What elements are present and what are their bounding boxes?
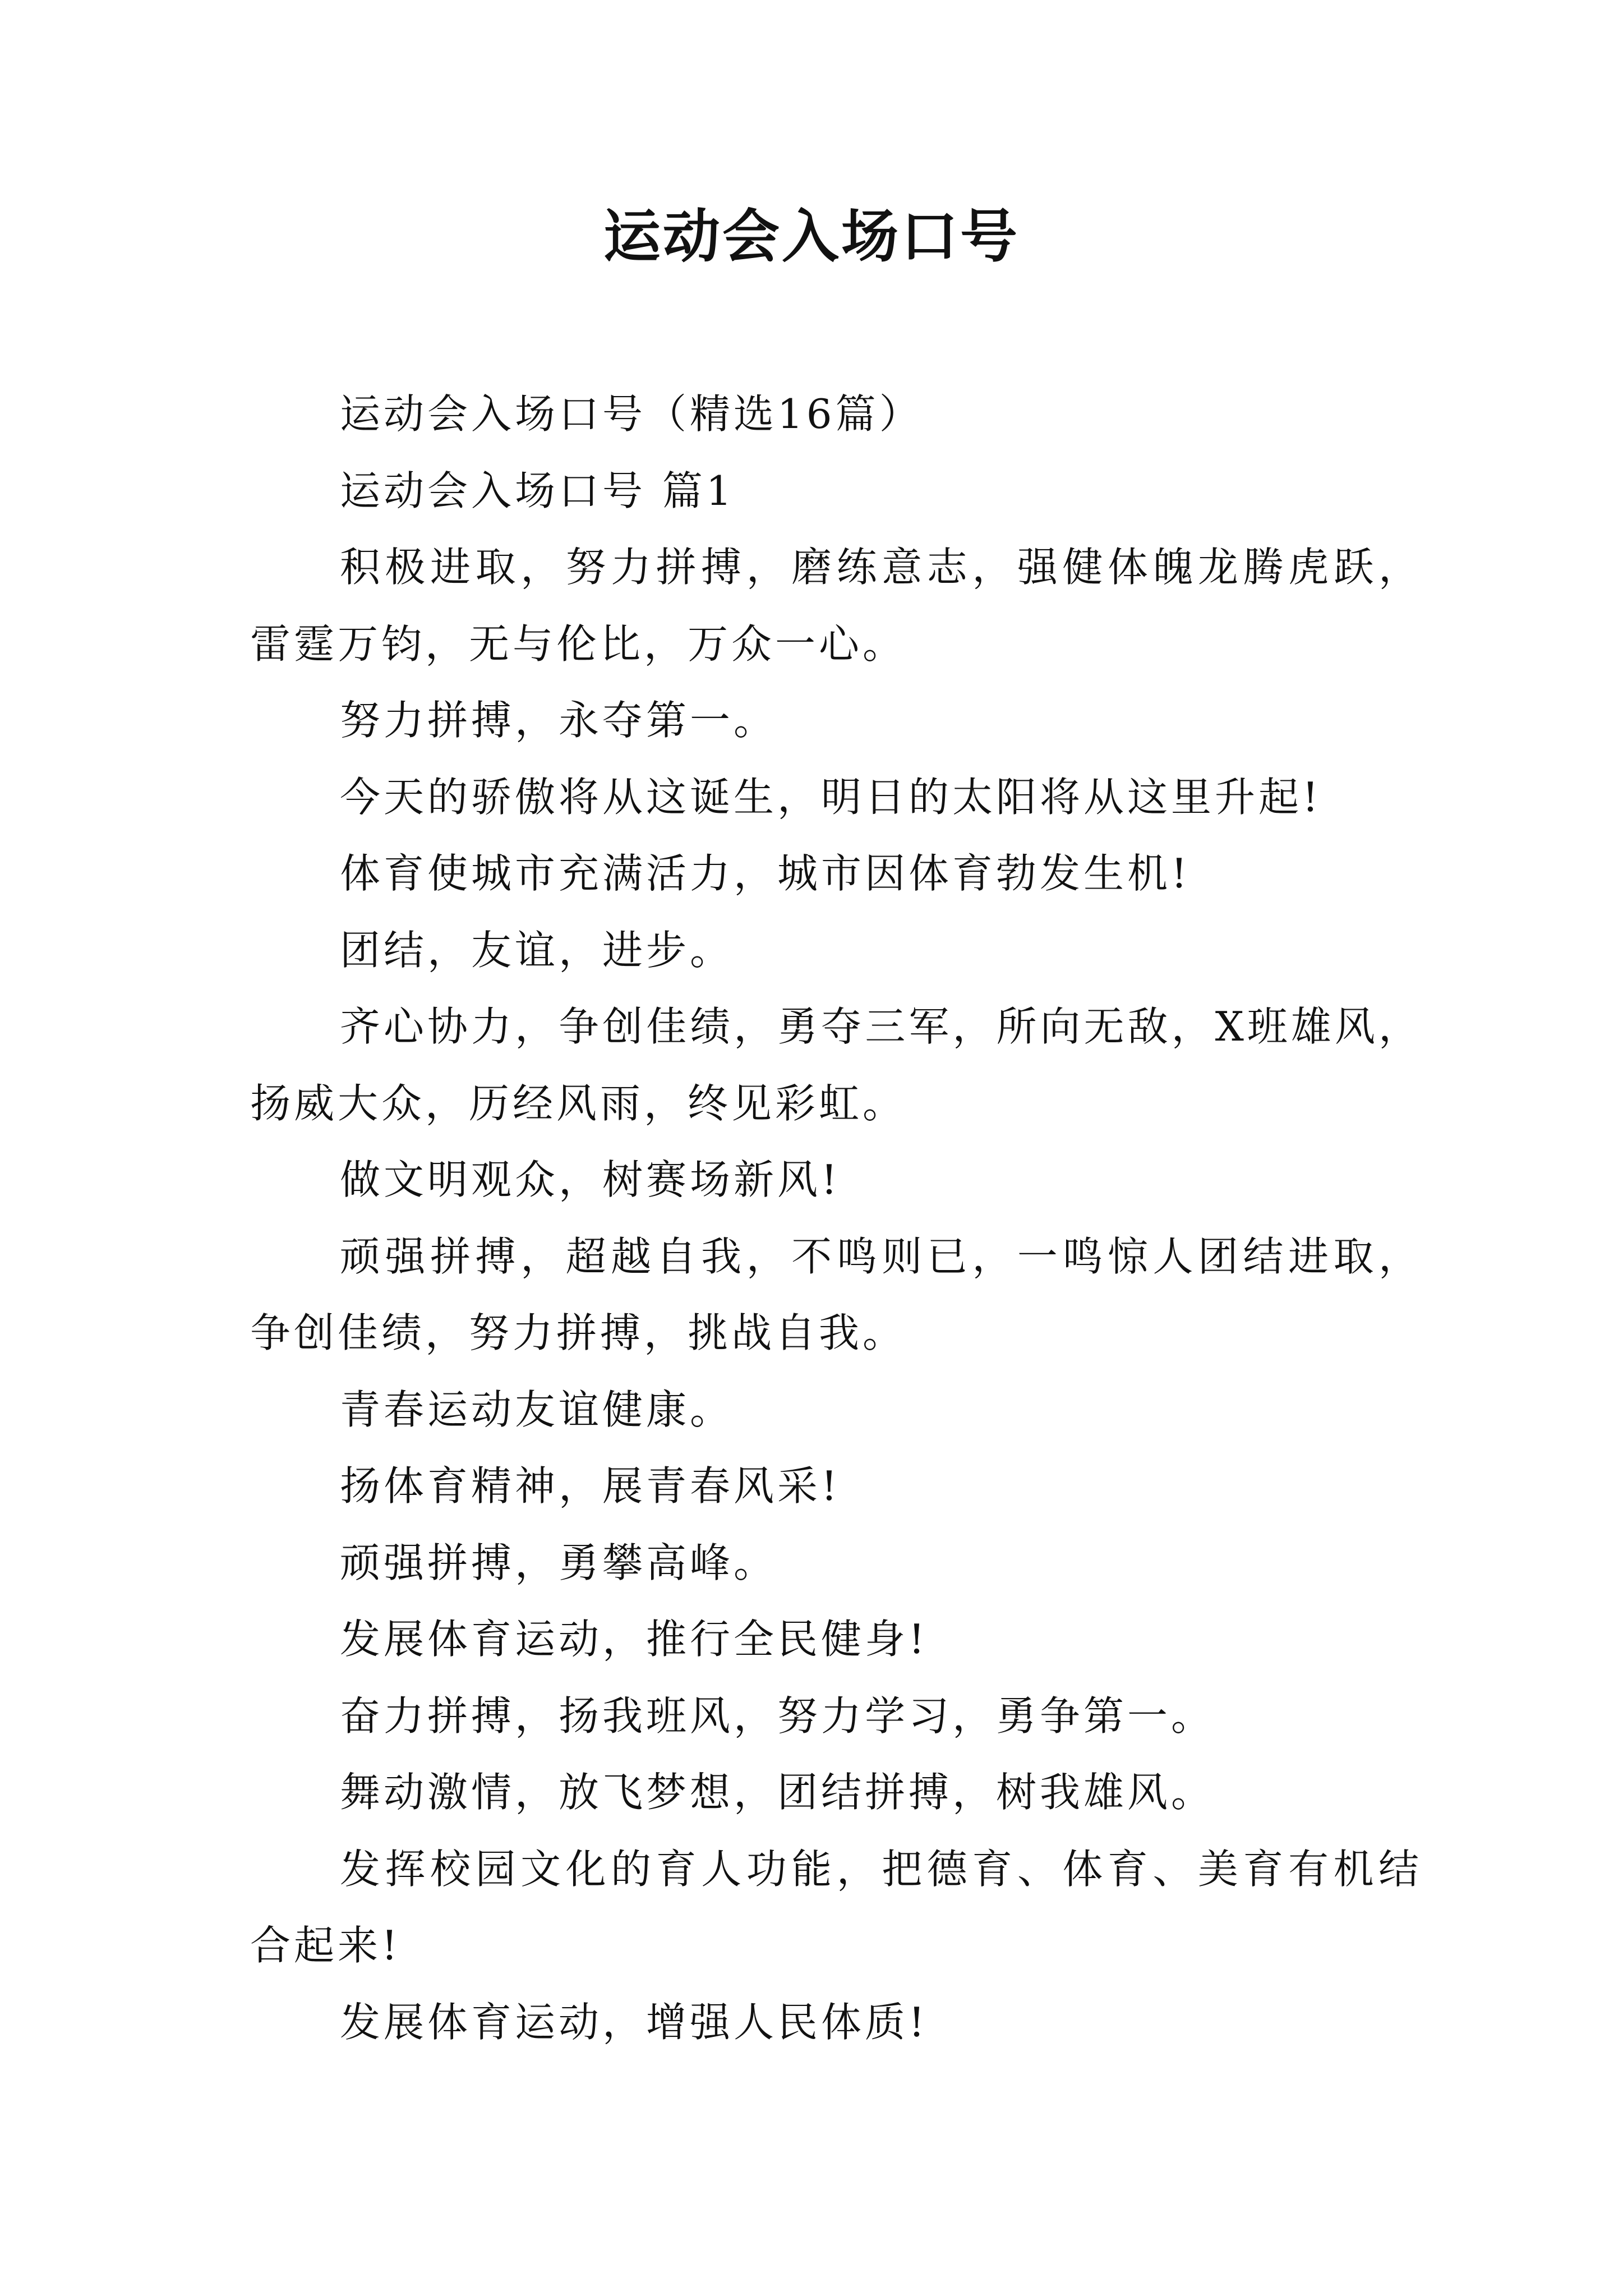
paragraph: 奋力拼搏，扬我班风，努力学习，勇争第一。 bbox=[340, 1692, 1215, 1740]
paragraph: 扬体育精神，展青春风采! bbox=[340, 1462, 841, 1510]
paragraph: 努力拼搏，永夺第一。 bbox=[340, 697, 778, 744]
paragraph: 顽强拼搏，勇攀高峰。 bbox=[340, 1539, 778, 1586]
paragraph: 发挥校园文化的育人功能，把德育、体育、美育有机结合起来! bbox=[250, 1845, 1422, 1969]
document-title: 运动会入场口号 bbox=[603, 203, 1020, 270]
paragraph: 齐心协力，争创佳绩，勇夺三军，所向无敌，X班雄风，扬威大众，历经风雨，终见彩虹。 bbox=[250, 1003, 1422, 1127]
paragraph: 发展体育运动，增强人民体质! bbox=[340, 1998, 928, 2046]
paragraph: 体育使城市充满活力，城市因体育勃发生机! bbox=[340, 850, 1191, 897]
paragraph: 今天的骄傲将从这诞生，明日的太阳将从这里升起! bbox=[340, 773, 1322, 821]
paragraph: 做文明观众，树赛场新风! bbox=[340, 1156, 841, 1203]
paragraph-subtitle: 运动会入场口号（精选16篇） bbox=[340, 390, 923, 438]
paragraph-section-heading: 运动会入场口号 篇1 bbox=[340, 467, 735, 514]
paragraph: 发展体育运动，推行全民健身! bbox=[340, 1616, 928, 1663]
paragraph: 积极进取，努力拼搏，磨练意志，强健体魄龙腾虎跃，雷霆万钧，无与伦比，万众一心。 bbox=[250, 544, 1422, 668]
paragraph: 顽强拼搏，超越自我，不鸣则已，一鸣惊人团结进取，争创佳绩，努力拼搏，挑战自我。 bbox=[250, 1232, 1422, 1356]
paragraph: 团结，友谊，进步。 bbox=[340, 926, 734, 974]
paragraph: 舞动激情，放飞梦想，团结拼搏，树我雄风。 bbox=[340, 1769, 1215, 1816]
paragraph: 青春运动友谊健康。 bbox=[340, 1386, 734, 1433]
document-body bbox=[250, 376, 1422, 2060]
